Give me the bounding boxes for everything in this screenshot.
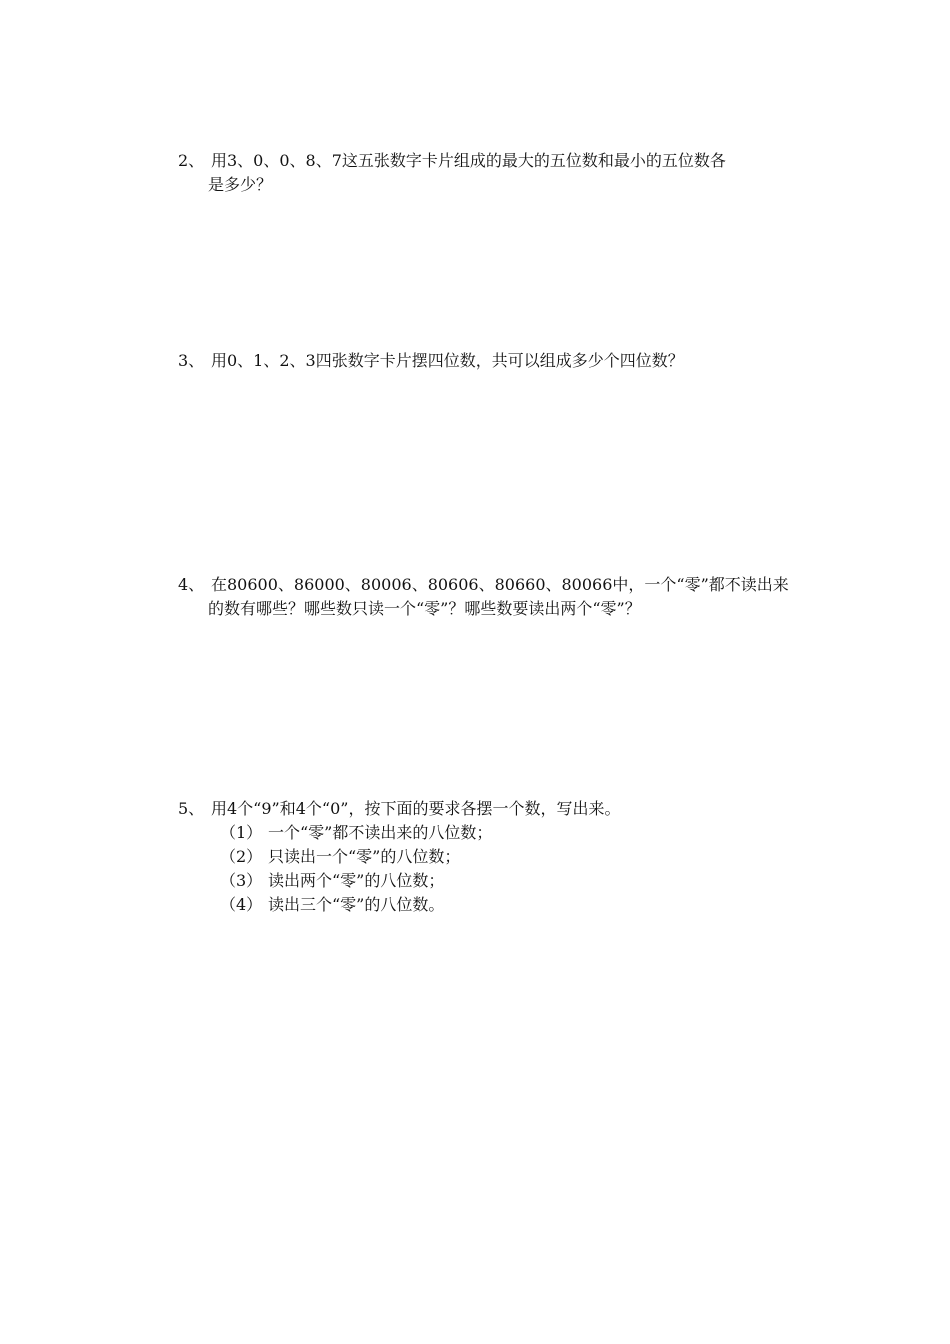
sub-item-text: 读出三个“零”的八位数。 (268, 895, 445, 914)
question-4 (178, 573, 818, 621)
question-4-text-1: 在80600、86000、80006、80606、80660、80066中，一个“零”都不读出来 (211, 575, 789, 594)
question-3 (178, 349, 818, 373)
question-2 (178, 149, 818, 197)
sub-item-text: 读出两个“零”的八位数； (268, 871, 445, 890)
question-2-line-1 (178, 149, 818, 173)
sub-item-text: 一个“零”都不读出来的八位数； (268, 823, 493, 842)
sub-item-index: （1） (220, 823, 263, 842)
question-5-sub-item-2 (178, 845, 818, 869)
question-4-number: 4、 (178, 575, 205, 594)
question-2-number: 2、 (178, 151, 205, 170)
question-2-line-2 (178, 173, 818, 197)
sub-item-text: 只读出一个“零”的八位数； (268, 847, 461, 866)
question-4-line-1 (178, 573, 818, 597)
sub-item-index: （2） (220, 847, 263, 866)
question-5 (178, 797, 818, 917)
sub-item-index: （4） (220, 895, 263, 914)
question-5-sub-item-4 (178, 893, 818, 917)
question-3-text-1: 用0、1、2、3四张数字卡片摆四位数，共可以组成多少个四位数？ (211, 351, 684, 370)
sub-item-index: （3） (220, 871, 263, 890)
question-3-line-1 (178, 349, 818, 373)
question-2-text-2: 是多少？ (208, 175, 273, 194)
question-3-number: 3、 (178, 351, 205, 370)
question-5-number: 5、 (178, 799, 205, 818)
question-2-text-1: 用3、0、0、8、7这五张数字卡片组成的最大的五位数和最小的五位数各 (211, 151, 726, 170)
question-4-line-2 (178, 597, 818, 621)
question-4-text-2: 的数有哪些？哪些数只读一个“零”？哪些数要读出两个“零”？ (208, 599, 641, 618)
question-5-sub-item-1 (178, 821, 818, 845)
question-5-text-1: 用4个“9”和4个“0”，按下面的要求各摆一个数，写出来。 (211, 799, 621, 818)
question-5-sub-item-3 (178, 869, 818, 893)
question-5-line-1 (178, 797, 818, 821)
